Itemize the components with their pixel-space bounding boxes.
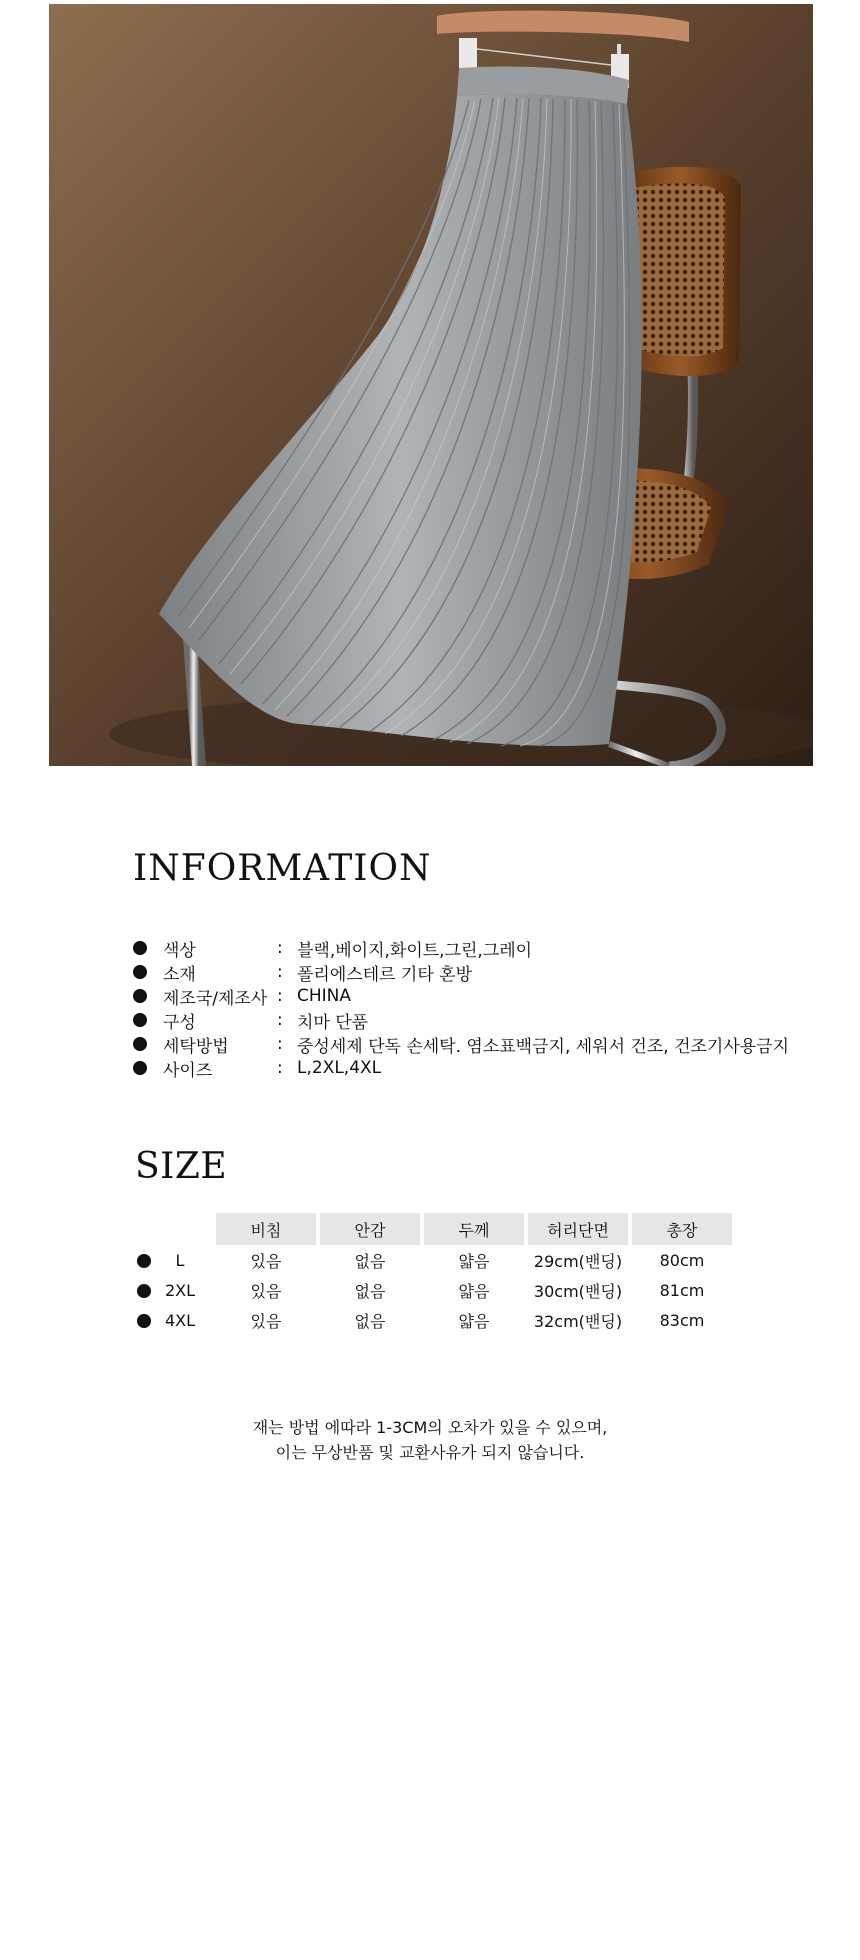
info-colon: : xyxy=(277,1034,283,1054)
info-row-origin xyxy=(133,984,789,1008)
size-name: L xyxy=(175,1251,185,1270)
bullet-icon xyxy=(133,941,147,955)
size-title: SIZE xyxy=(135,1146,228,1187)
size-table-corner xyxy=(137,1213,212,1245)
product-image xyxy=(49,4,813,766)
size-cell: 81cm xyxy=(659,1280,705,1300)
info-row-color xyxy=(133,936,789,960)
info-colon: : xyxy=(277,938,283,958)
bullet-icon xyxy=(133,965,147,979)
info-label: 세탁방법 xyxy=(163,1036,229,1057)
info-value: 치마 단품 xyxy=(297,1012,369,1033)
size-cell: 없음 xyxy=(354,1281,386,1301)
info-label: 제조국/제조사 xyxy=(163,988,268,1009)
size-cell: 80cm xyxy=(659,1250,705,1270)
size-cell: 있음 xyxy=(250,1281,282,1301)
size-table-header-row xyxy=(137,1213,732,1245)
size-cell: 있음 xyxy=(250,1311,282,1331)
size-table xyxy=(133,1213,736,1335)
size-header-cell: 비침 xyxy=(216,1213,316,1245)
notice-line: 재는 방법 에따라 1-3CM의 오차가 있을 수 있으며, xyxy=(252,1418,608,1437)
size-table-row xyxy=(137,1305,732,1335)
bullet-icon xyxy=(137,1314,151,1328)
bullet-icon xyxy=(137,1284,151,1298)
info-colon: : xyxy=(277,962,283,982)
bullet-icon xyxy=(133,989,147,1003)
size-cell: 없음 xyxy=(354,1311,386,1331)
size-table-row xyxy=(137,1275,732,1305)
information-list xyxy=(133,936,789,1080)
size-table-row xyxy=(137,1245,732,1275)
info-value: CHINA xyxy=(297,986,352,1006)
size-cell: 29cm(밴딩) xyxy=(533,1251,623,1271)
info-label: 소재 xyxy=(163,964,196,985)
size-cell: 없음 xyxy=(354,1251,386,1271)
info-colon: : xyxy=(277,1010,283,1030)
size-cell: 얇음 xyxy=(458,1311,490,1331)
info-value: 블랙,베이지,화이트,그린,그레이 xyxy=(297,940,533,961)
size-name-cell xyxy=(137,1245,212,1275)
size-cell: 32cm(밴딩) xyxy=(533,1311,623,1331)
notice-line: 이는 무상반품 및 교환사유가 되지 않습니다. xyxy=(275,1443,585,1462)
bullet-icon xyxy=(137,1254,151,1268)
size-cell: 얇음 xyxy=(458,1251,490,1271)
info-value: L,2XL,4XL xyxy=(297,1058,382,1078)
size-header-cell: 총장 xyxy=(632,1213,732,1245)
info-row-composition xyxy=(133,1008,789,1032)
bullet-icon xyxy=(133,1061,147,1075)
size-name: 2XL xyxy=(164,1281,196,1300)
info-value: 중성세제 단독 손세탁. 염소표백금지, 세워서 건조, 건조기사용금지 xyxy=(297,1036,790,1057)
info-colon: : xyxy=(277,986,283,1006)
skirt-illustration xyxy=(49,4,813,766)
info-label: 사이즈 xyxy=(163,1060,213,1081)
info-row-size xyxy=(133,1056,789,1080)
info-value: 폴리에스테르 기타 혼방 xyxy=(297,964,473,985)
size-header-cell: 허리단면 xyxy=(528,1213,628,1245)
size-name-cell xyxy=(137,1305,212,1335)
bullet-icon xyxy=(133,1013,147,1027)
info-row-material xyxy=(133,960,789,984)
info-label: 색상 xyxy=(163,940,196,961)
size-cell: 30cm(밴딩) xyxy=(533,1281,623,1301)
size-cell: 83cm xyxy=(659,1310,705,1330)
size-header-cell: 안감 xyxy=(320,1213,420,1245)
measurement-notice xyxy=(0,1415,860,1465)
information-title: INFORMATION xyxy=(133,848,432,889)
size-name-cell xyxy=(137,1275,212,1305)
size-header-cell: 두께 xyxy=(424,1213,524,1245)
size-name: 4XL xyxy=(164,1311,196,1330)
size-cell: 얇음 xyxy=(458,1281,490,1301)
info-colon: : xyxy=(277,1058,283,1078)
bullet-icon xyxy=(133,1037,147,1051)
size-cell: 있음 xyxy=(250,1251,282,1271)
info-label: 구성 xyxy=(163,1012,196,1033)
info-row-washing xyxy=(133,1032,789,1056)
